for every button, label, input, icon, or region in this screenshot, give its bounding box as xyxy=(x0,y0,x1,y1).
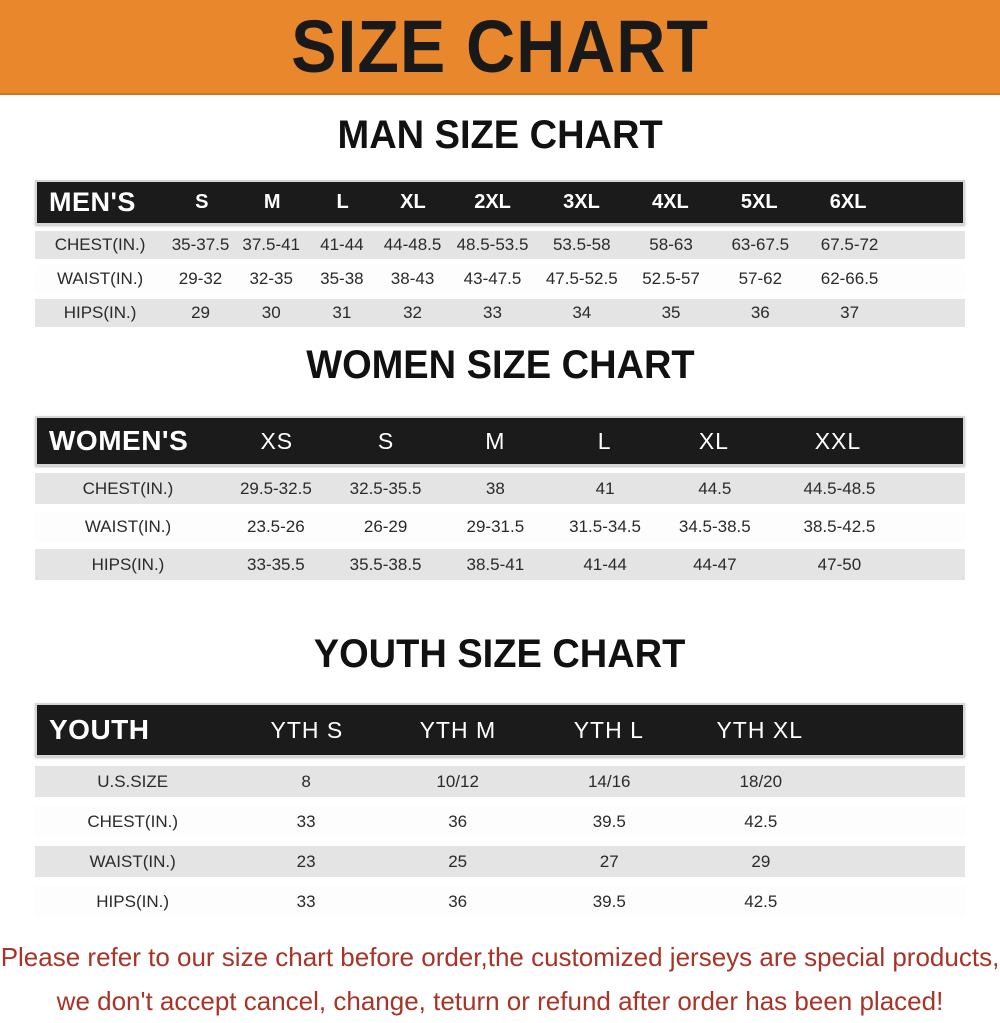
table-cell: 32.5-35.5 xyxy=(349,478,422,498)
table-cell: 39.5 xyxy=(592,811,626,831)
women-section-title xyxy=(0,343,1000,388)
table-cell: 33 xyxy=(296,891,316,911)
row-label: HIPS(IN.) xyxy=(91,554,165,574)
table-cell: 27 xyxy=(599,851,619,871)
column-header: 4XL xyxy=(652,191,689,213)
table-cell: 44-47 xyxy=(693,554,737,574)
column-header: 5XL xyxy=(740,191,778,213)
table-cell: 48.5-53.5 xyxy=(456,235,529,254)
table-cell: 58-63 xyxy=(649,235,693,254)
table-cell: 35 xyxy=(661,303,681,322)
table-cell: 29.5-32.5 xyxy=(239,478,312,498)
table-cell: 44-48.5 xyxy=(383,235,442,254)
table-corner-label: MEN'S xyxy=(49,187,136,217)
table-cell: 30 xyxy=(261,303,281,322)
table-cell: 44.5 xyxy=(698,478,732,498)
table-cell: 36 xyxy=(448,811,468,831)
table-header-row xyxy=(35,416,965,466)
table-cell: 23 xyxy=(296,851,316,871)
table-row xyxy=(35,886,965,917)
column-header: YTH XL xyxy=(716,716,803,743)
youth-size-table xyxy=(35,703,965,917)
table-cell: 42.5 xyxy=(744,811,778,831)
table-cell: 42.5 xyxy=(744,891,778,911)
column-header: XL xyxy=(400,191,426,213)
table-cell: 37.5-41 xyxy=(242,235,301,254)
row-label: HIPS(IN.) xyxy=(96,891,170,911)
table-cell: 47.5-52.5 xyxy=(545,269,618,288)
column-header: YTH M xyxy=(419,716,497,743)
table-cell: 38.5-41 xyxy=(466,554,525,574)
table-cell: 35-37.5 xyxy=(171,235,230,254)
table-cell: 52.5-57 xyxy=(642,269,700,288)
table-corner-label: YOUTH xyxy=(49,714,150,745)
column-header: S xyxy=(377,427,395,454)
disclaimer-line-1: Please refer to our size chart before order,the customized jerseys are special products, xyxy=(0,942,1000,972)
women-section-title-text: WOMEN SIZE CHART xyxy=(305,343,695,387)
table-cell: 34.5-38.5 xyxy=(678,516,751,536)
table-row xyxy=(35,299,965,327)
column-header: XL xyxy=(698,427,729,454)
column-header: YTH L xyxy=(573,716,644,743)
column-header: L xyxy=(336,191,349,213)
table-cell: 41 xyxy=(595,478,615,498)
table-row xyxy=(35,265,965,293)
table-cell: 36 xyxy=(750,303,770,322)
table-row xyxy=(35,846,965,877)
table-cell: 33 xyxy=(483,303,502,322)
table-cell: 36 xyxy=(448,891,468,911)
row-label: CHEST(IN.) xyxy=(54,235,146,254)
column-header: XS xyxy=(260,427,294,454)
banner-title: SIZE CHART xyxy=(291,5,709,88)
column-header: XXL xyxy=(814,427,862,454)
table-cell: 23.5-26 xyxy=(247,516,305,536)
table-cell: 41-44 xyxy=(320,235,364,254)
table-row xyxy=(35,549,965,580)
row-label: WAIST(IN.) xyxy=(84,516,172,536)
table-cell: 57-62 xyxy=(738,269,783,288)
table-corner-label: WOMEN'S xyxy=(49,425,189,456)
column-header: 2XL xyxy=(474,191,511,213)
table-cell: 43-47.5 xyxy=(463,269,522,288)
table-cell: 47-50 xyxy=(817,554,862,574)
row-label: WAIST(IN.) xyxy=(56,269,144,288)
size-chart-banner xyxy=(0,0,1000,95)
table-cell: 29 xyxy=(751,851,771,871)
table-cell: 53.5-58 xyxy=(552,235,611,254)
table-cell: 32-35 xyxy=(249,269,293,288)
table-cell: 32 xyxy=(403,303,422,322)
table-cell: 18/20 xyxy=(739,771,783,791)
column-header: L xyxy=(597,427,612,454)
womens-size-table xyxy=(35,416,965,580)
table-cell: 41-44 xyxy=(583,554,627,574)
table-cell: 8 xyxy=(301,771,311,791)
youth-section-title-text: YOUTH SIZE CHART xyxy=(314,632,686,676)
table-cell: 26-29 xyxy=(363,516,408,536)
column-header: S xyxy=(195,191,209,213)
column-header: YTH S xyxy=(270,716,344,743)
table-cell: 33-35.5 xyxy=(247,554,305,574)
row-label: CHEST(IN.) xyxy=(82,478,174,498)
table-row xyxy=(35,511,965,542)
table-row xyxy=(35,473,965,504)
table-cell: 29 xyxy=(191,303,210,322)
table-cell: 33 xyxy=(296,811,316,831)
table-header-row xyxy=(35,180,965,225)
table-cell: 10/12 xyxy=(436,771,479,791)
youth-section-title xyxy=(0,632,1000,677)
row-label: WAIST(IN.) xyxy=(89,851,176,871)
mens-size-table xyxy=(35,180,965,327)
man-section-title xyxy=(0,113,1000,158)
table-cell: 31.5-34.5 xyxy=(569,516,641,536)
table-cell: 31 xyxy=(332,303,352,322)
disclaimer-line-2: we don't accept cancel, change, teturn or refund after order has been placed! xyxy=(56,986,944,1016)
table-cell: 38-43 xyxy=(390,269,435,288)
table-cell: 39.5 xyxy=(592,891,626,911)
column-header: 6XL xyxy=(829,191,867,213)
table-cell: 14/16 xyxy=(587,771,631,791)
column-header: M xyxy=(263,191,281,213)
table-header-row xyxy=(35,703,965,757)
column-header: 3XL xyxy=(563,191,600,213)
table-cell: 29-32 xyxy=(178,269,223,288)
order-disclaimer-note xyxy=(0,935,1000,1023)
row-label: HIPS(IN.) xyxy=(63,303,137,322)
table-row xyxy=(35,806,965,837)
table-row xyxy=(35,766,965,797)
table-cell: 34 xyxy=(572,303,592,322)
table-row xyxy=(35,231,965,259)
table-cell: 63-67.5 xyxy=(731,235,790,254)
table-cell: 37 xyxy=(840,303,860,322)
column-header: M xyxy=(485,427,506,454)
table-cell: 38.5-42.5 xyxy=(803,516,876,536)
row-label: U.S.SIZE xyxy=(97,771,169,791)
table-cell: 67.5-72 xyxy=(820,235,879,254)
row-label: CHEST(IN.) xyxy=(87,811,178,831)
table-cell: 35-38 xyxy=(320,269,364,288)
table-cell: 35.5-38.5 xyxy=(349,554,422,574)
table-cell: 25 xyxy=(448,851,468,871)
man-section-title-text: MAN SIZE CHART xyxy=(337,113,663,157)
table-cell: 44.5-48.5 xyxy=(803,478,876,498)
table-cell: 29-31.5 xyxy=(466,516,525,536)
table-cell: 62-66.5 xyxy=(820,269,879,288)
table-cell: 38 xyxy=(485,478,505,498)
